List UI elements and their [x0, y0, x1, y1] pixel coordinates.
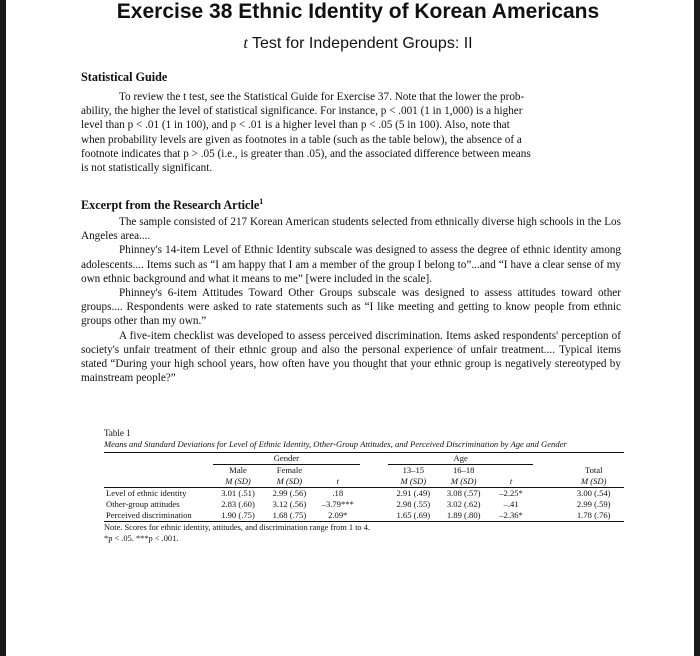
msd-male: M (SD): [225, 476, 251, 486]
cell-age-16-18: 3.08 (.57): [446, 488, 481, 498]
cell-age-16-18: 1.89 (.80): [439, 510, 489, 522]
cell-t-gender: –3.79***: [321, 499, 354, 509]
group-age-header: Age: [388, 453, 533, 465]
excerpt-paragraph-4: A five-item checklist was developed to assess perceived discrimination. Items asked respondents' perception of society's unfair treatment of their ethnic group and also the personal experience of unfair treatment.... Typical items stated “During your high school years, how often have you thought that your ethnic group is negatively stereotyped by mainstream people?”: [81, 329, 621, 385]
cell-male: 1.90 (.75): [213, 510, 263, 522]
sg-line-6: is not statistically significant.: [81, 162, 213, 175]
excerpt-body: [81, 215, 621, 385]
cell-age-16-18: 3.02 (.62): [446, 499, 481, 509]
subtitle-t: t: [243, 35, 248, 52]
statistical-guide-body: [81, 90, 621, 175]
excerpt-paragraph-3: Phinney's 6-item Attitudes Toward Other Groups subscale was designed to assess attitudes toward other groups.... Respondents were asked to rate statements such as “I like meeting and getting to know people from ethnic groups other than my own.”: [81, 287, 621, 328]
cell-t-gender: 2.09*: [316, 510, 360, 522]
table-label: Table 1: [104, 428, 131, 438]
sg-line-5: footnote indicates that p > .05 (i.e., is greater than .05), and the associated difference between means: [81, 147, 531, 160]
row-label: Other-group attitudes: [106, 499, 180, 509]
row-label: Level of ethnic identity: [106, 488, 187, 498]
cell-female: 2.99 (.56): [272, 488, 307, 498]
left-border: [0, 0, 6, 656]
table-caption: Means and Standard Deviations for Level of Ethnic Identity, Other-Group Attitudes, and Perceived Discrimination by Age and Gender: [104, 439, 567, 449]
cell-male: 2.83 (.60): [221, 499, 255, 509]
cell-t-age: –2.36*: [489, 510, 533, 522]
sg-line-2: ability, the higher the level of statistical significance. For instance, p < .001 (1 in 1,000) is a higher: [81, 105, 523, 118]
cell-t-gender: .18: [332, 488, 344, 498]
group-gender-header: Gender: [213, 453, 360, 465]
cell-t-age: –2.25*: [499, 488, 523, 498]
results-table: [104, 428, 624, 544]
subtitle-text: Test for Independent Groups: II: [247, 35, 473, 52]
col-male: Male: [229, 465, 247, 475]
means-table: [104, 452, 624, 522]
cell-t-age: –.41: [503, 499, 519, 509]
t-age: t: [509, 476, 513, 486]
cell-total: 1.78 (.76): [563, 510, 624, 522]
document-page: [78, 0, 638, 543]
excerpt-paragraph-1: The sample consisted of 217 Korean American students selected from ethnically diverse high schools in the Los Angeles area....: [81, 216, 621, 243]
cell-age-13-15: 1.65 (.69): [388, 510, 438, 522]
excerpt-heading-text: Excerpt from the Research Article: [81, 198, 260, 213]
cell-total: 3.00 (.54): [576, 488, 611, 498]
row-label: Perceived discrimination: [104, 510, 213, 522]
col-16-18: 16–18: [452, 465, 475, 475]
msd-13-15: M (SD): [400, 476, 427, 486]
excerpt-heading: [81, 194, 263, 213]
right-border: [694, 0, 700, 656]
exercise-subtitle: [78, 34, 638, 54]
msd-16-18: M (SD): [450, 476, 477, 486]
excerpt-paragraph-2: Phinney's 14-item Level of Ethnic Identity subscale was designed to assess the degree of ethnic identity among adolescents.... Items such as “I am happy that I am a member of the group I belong to”...and “I have a clear sense of my own ethnic background and what it means to me” [were included in the scale].: [81, 244, 621, 285]
col-13-15: 13–15: [402, 465, 425, 475]
cell-female: 3.12 (.56): [272, 499, 307, 509]
cell-total: 2.99 (.59): [576, 499, 611, 509]
msd-female: M (SD): [276, 476, 303, 486]
cell-age-13-15: 2.91 (.49): [396, 488, 431, 498]
statistical-guide-heading: Statistical Guide: [81, 70, 168, 84]
footnote-ref: 1: [259, 197, 264, 206]
cell-female: 1.68 (.75): [263, 510, 315, 522]
col-total: Total: [584, 464, 603, 475]
t-gender: t: [336, 476, 339, 486]
sg-line-3: level than p < .01 (1 in 100), and p < .01 is a higher level than p < .05 (5 in 100). Also, note that: [81, 119, 510, 132]
table-note: Note. Scores for ethnic identity, attitudes, and discrimination range from 1 to 4.: [104, 523, 370, 532]
msd-total: M (SD): [580, 476, 607, 486]
exercise-title: Exercise 38 Ethnic Identity of Korean Americans: [116, 0, 600, 23]
col-female: Female: [276, 465, 303, 475]
sg-line-1: To review the t test, see the Statistical Guide for Exercise 37. Note that the lower the prob-: [119, 91, 525, 103]
cell-age-13-15: 2.98 (.55): [396, 499, 431, 509]
sg-line-4: when probability levels are given as footnotes in a table (such as the table below), the absence of a: [81, 133, 522, 146]
table-footnote: *p < .05. ***p < .001.: [104, 534, 179, 543]
cell-male: 3.01 (.51): [221, 488, 255, 498]
